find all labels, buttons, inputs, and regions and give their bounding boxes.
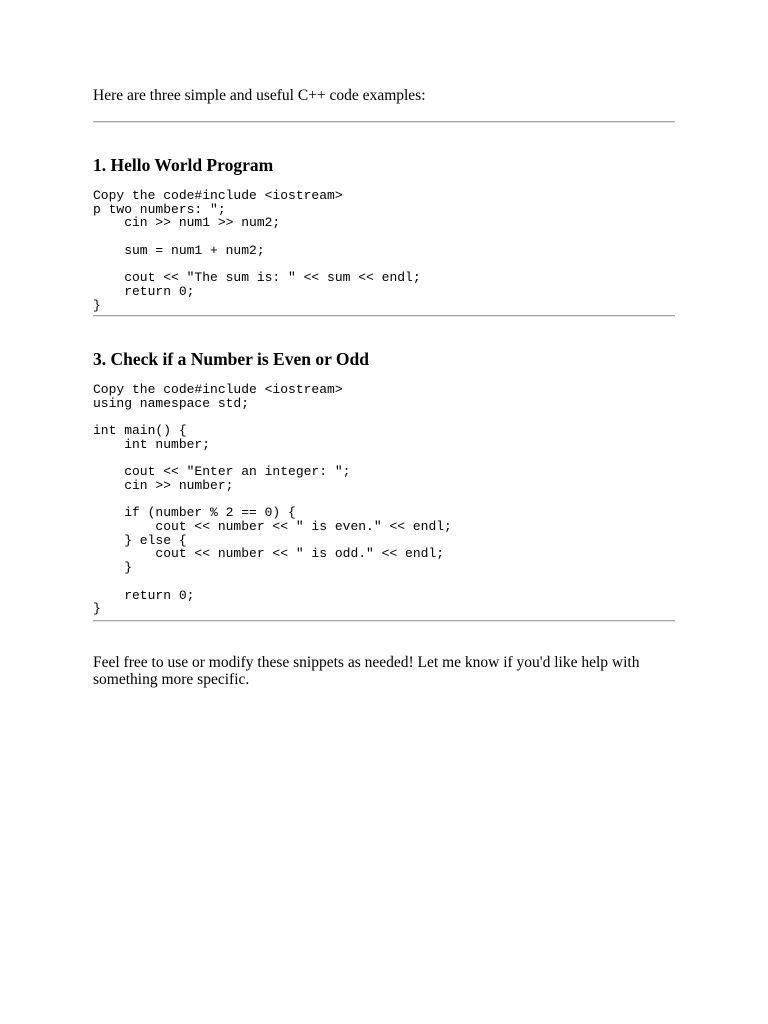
intro-paragraph: Here are three simple and useful C++ code examples: — [93, 87, 426, 104]
divider-2 — [93, 315, 675, 317]
section-3-heading: 3. Check if a Number is Even or Odd — [93, 349, 369, 369]
divider-1 — [93, 121, 675, 123]
section-1-code-block[interactable]: Copy the code#include <iostream> p two numbers: "; cin >> num1 >> num2; sum = num1 + num2; cout << "The sum is: " << sum << endl; return 0; } — [93, 188, 421, 313]
section-3-code-block[interactable]: Copy the code#include <iostream> using namespace std; int main() { int number; cout << "Enter an integer: "; cin >> number; if (number % 2 == 0) { cout << number << " is even." << endl; } else { cout << number << " is odd." << endl; } return 0; } — [93, 382, 452, 617]
divider-3 — [93, 620, 675, 622]
section-1-heading: 1. Hello World Program — [93, 155, 274, 175]
outro-paragraph: Feel free to use or modify these snippets as needed! Let me know if you'd like help with something more specific. — [93, 654, 640, 688]
